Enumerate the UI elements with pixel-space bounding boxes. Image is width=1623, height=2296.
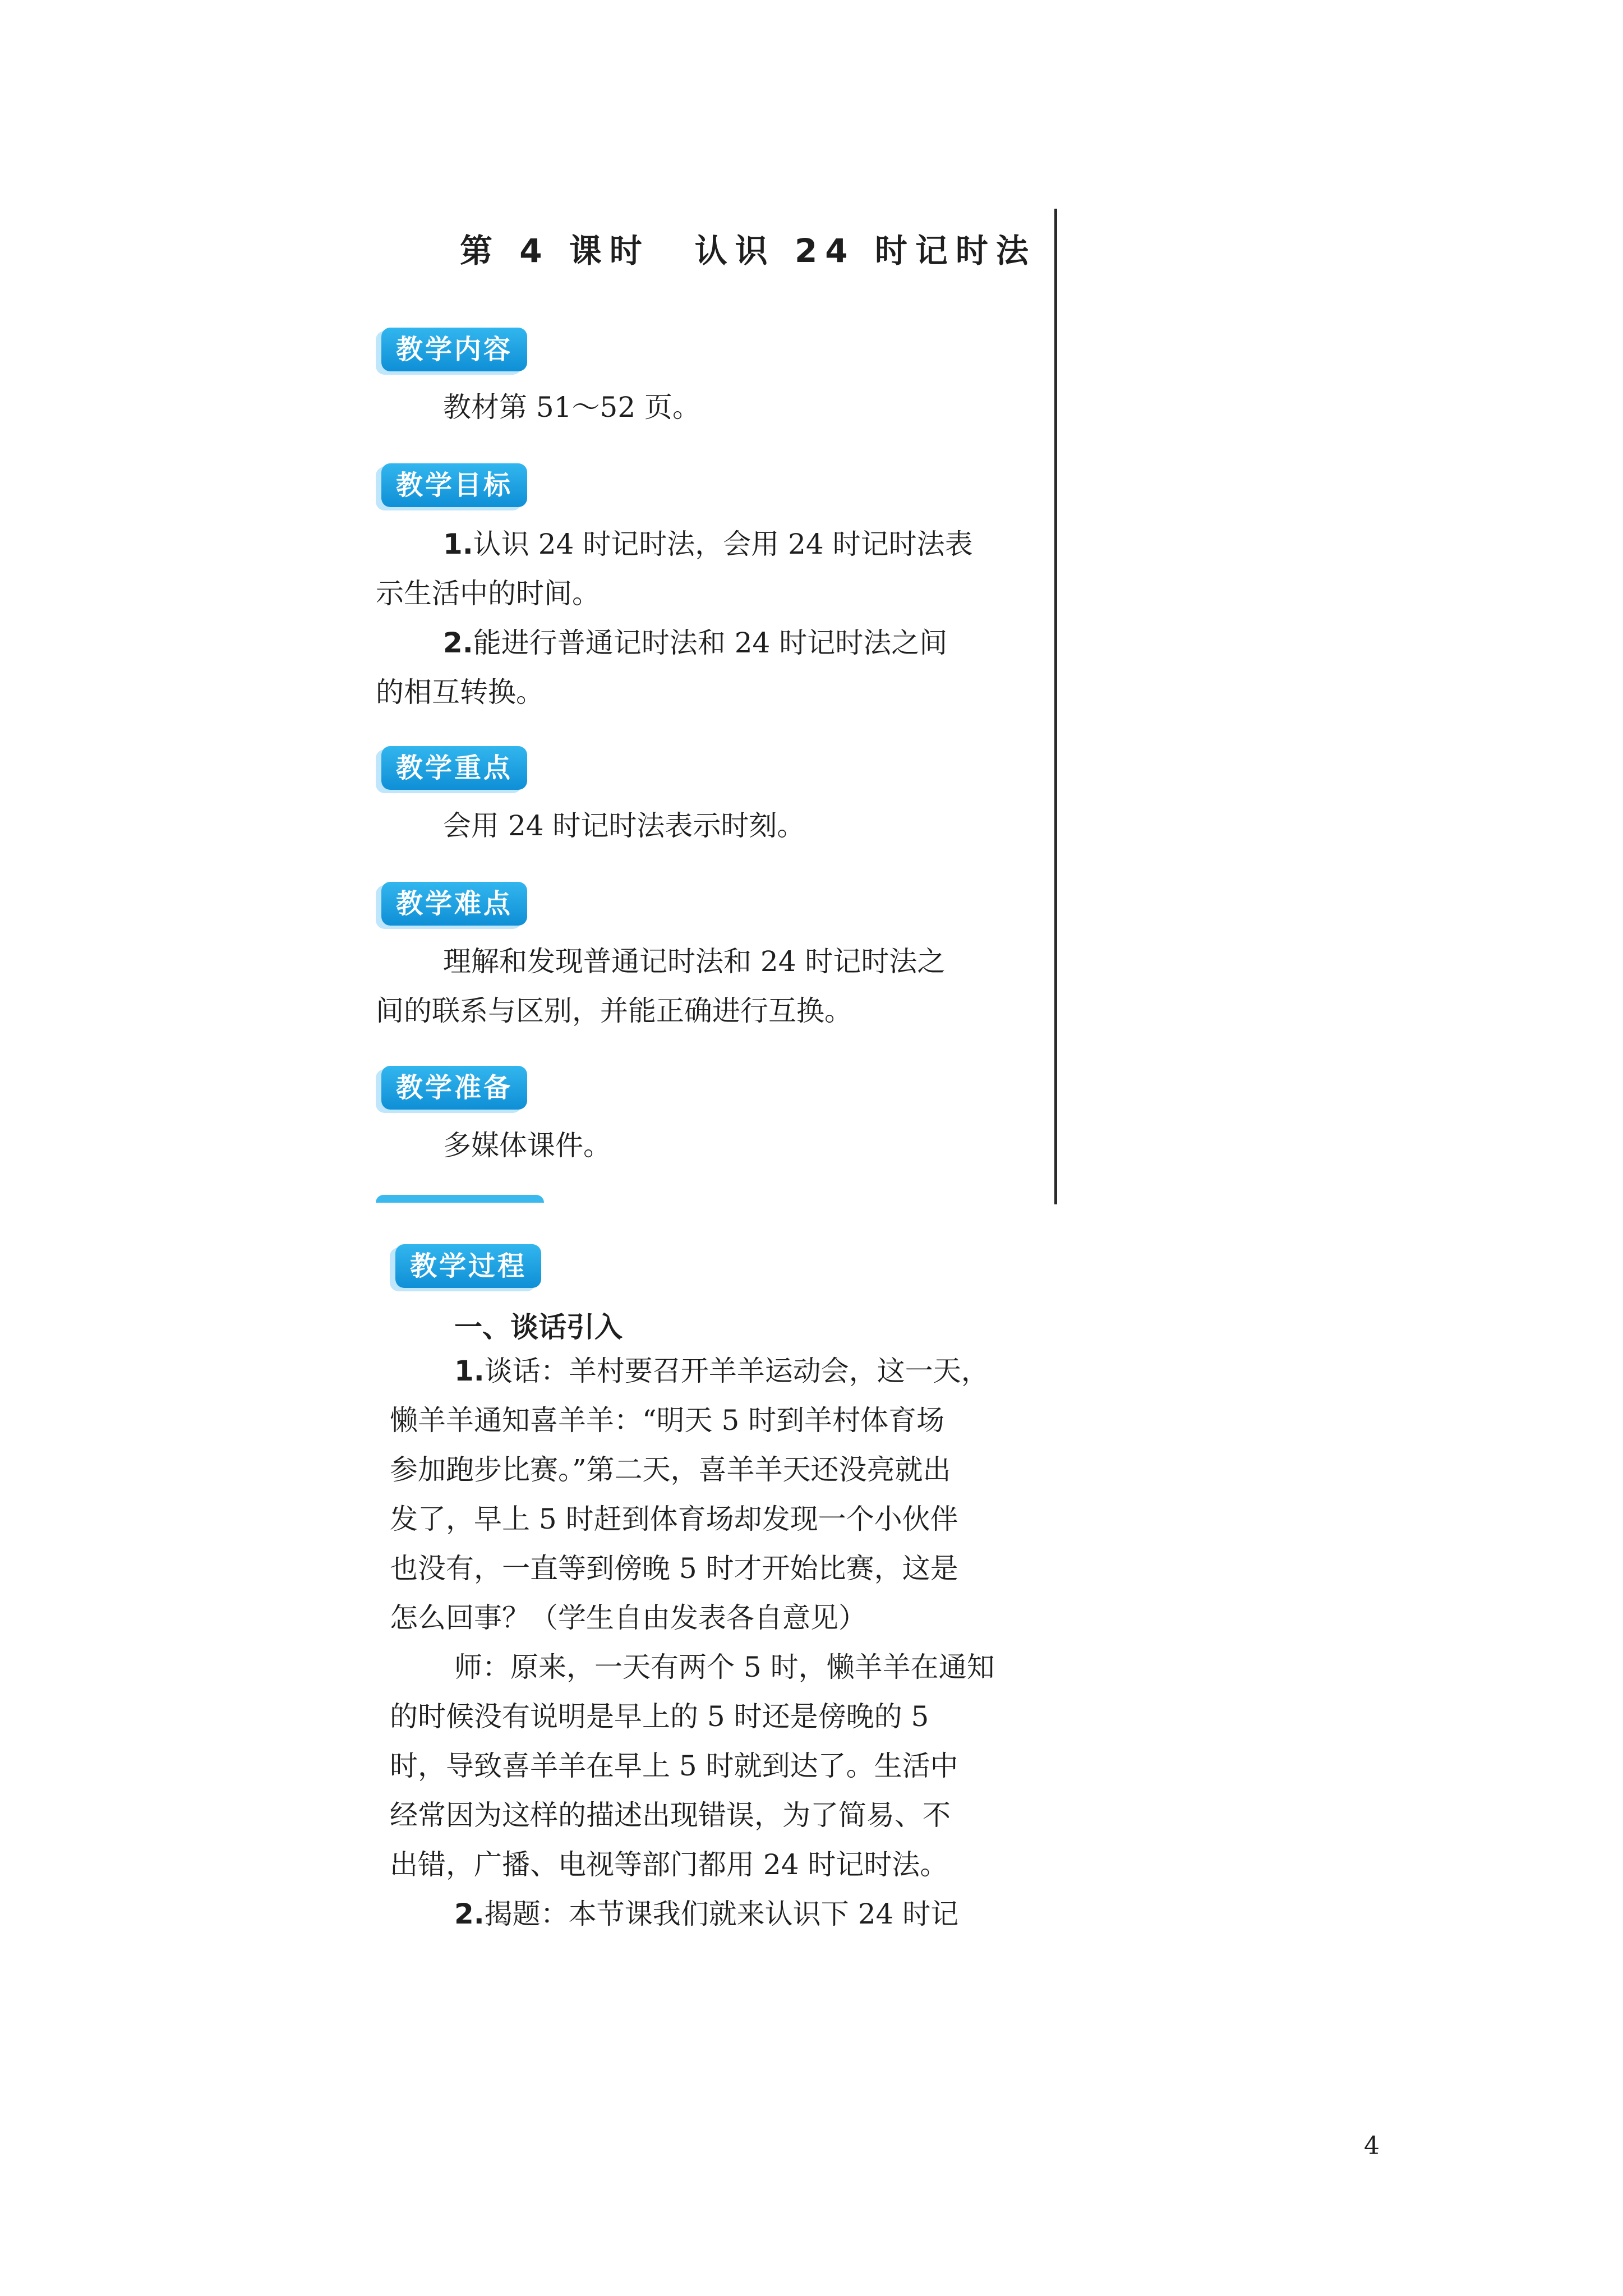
prep-text: 多媒体课件。 [443,1129,611,1162]
process-p2-line3: 时，导致喜羊羊在早上 5 时就到达了。生活中 [390,1750,958,1782]
process-p2-line5: 出错，广播、电视等部门都用 24 时记时法。 [390,1848,948,1881]
process-p3-line1 [454,1889,958,1939]
page-number: 4 [1364,2132,1380,2160]
goal-1-number: 1. [443,528,473,560]
goal-1-line1: 认识 24 时记时法，会用 24 时记时法表 [473,528,973,560]
goal-item-1 [443,519,973,569]
process-p3-number: 2. [454,1898,485,1930]
goal-2-line2: 的相互转换。 [376,676,544,708]
process-heading: 一、谈话引入 [454,1311,623,1343]
section-tag-key: 教学重点 [381,746,527,790]
section-tag-prep: 教学准备 [381,1066,527,1110]
column-divider [1054,209,1057,1204]
key-text: 会用 24 时记时法表示时刻。 [443,809,805,842]
goal-1-line2: 示生活中的时间。 [376,577,600,610]
section-tag-content: 教学内容 [381,328,527,371]
section-tag-goals: 教学目标 [381,463,527,507]
process-p2-line2: 的时候没有说明是早上的 5 时还是傍晚的 5 [390,1700,929,1733]
goal-2-line1: 能进行普通记时法和 24 时记时法之间 [473,627,948,659]
cut-off-section-tag [376,1195,544,1203]
process-p1-line1 [454,1346,989,1396]
process-p2-line4: 经常因为这样的描述出现错误，为了简易、不 [390,1799,951,1832]
process-p1-line3: 参加跑步比赛。”第二天，喜羊羊天还没亮就出 [390,1453,951,1486]
process-p1-line4: 发了，早上 5 时赶到体育场却发现一个小伙伴 [390,1503,958,1535]
lesson-title [460,224,1036,272]
difficulty-line1: 理解和发现普通记时法和 24 时记时法之 [443,945,946,978]
goal-2-number: 2. [443,627,473,659]
goal-item-2 [443,618,947,668]
content-text: 教材第 51～52 页。 [443,391,701,424]
section-tag-difficulty: 教学难点 [381,882,527,926]
process-p1-line5: 也没有，一直等到傍晚 5 时才开始比赛，这是 [390,1552,958,1585]
process-p2-line1: 师：原来，一天有两个 5 时，懒羊羊在通知 [454,1651,995,1683]
difficulty-line2: 间的联系与区别，并能正确进行互换。 [376,995,852,1027]
process-p1-line6: 怎么回事？（学生自由发表各自意见） [390,1602,866,1634]
lesson-number: 第 4 课时 [460,232,650,270]
lesson-topic: 认识 24 时记时法 [694,232,1036,270]
process-p1-line1-text: 谈话：羊村要召开羊羊运动会，这一天， [484,1355,989,1387]
process-p1-number: 1. [454,1355,485,1387]
process-p1-line2: 懒羊羊通知喜羊羊：“明天 5 时到羊村体育场 [390,1404,945,1437]
section-tag-process: 教学过程 [395,1244,541,1288]
process-p3-text: 揭题：本节课我们就来认识下 24 时记 [484,1898,959,1930]
